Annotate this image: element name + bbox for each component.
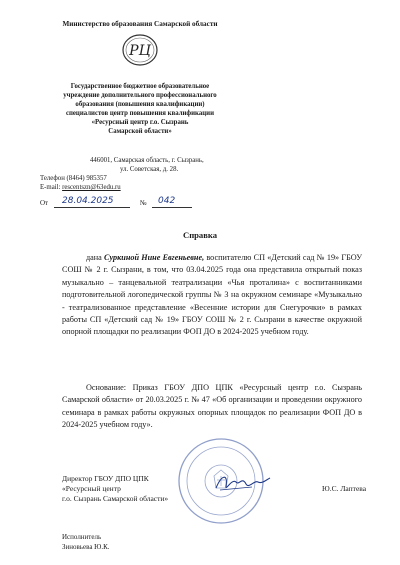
executor-name: Зиновьева Ю.К. [62, 543, 110, 551]
handwritten-signature [212, 470, 272, 496]
recipient-name: Суркиной Нине Евгеньевне, [104, 253, 205, 262]
signatory-title: г.о. Сызрань Самарской области» [62, 494, 169, 503]
organization-name [40, 82, 240, 136]
organization-logo [120, 30, 160, 70]
from-label: От [40, 199, 49, 207]
p1-text: воспитателю СП «Детский сад № 19» ГБОУ СОШ № 2 г. Сызрани, в том, что 03.04.2025 года она представила открытый показ музыкально – танцевальной театрализации «Чья проталина» с воспитанниками подготовительной логопедической группы № 3 на окружном семинаре «Музыкально - театрализованное представление «Весенние истории для Снегурочки» в рамках работы СП «Детский сад № 19» ГБОУ СОШ № 2 г. Сызрани в качестве окружной опорной площадки по реализации ФОП ДО в 2024-2025 учебном году. [62, 253, 362, 337]
document-number: 042 [158, 196, 176, 206]
email-link[interactable]: rescentszn@63edu.ru [62, 184, 121, 191]
email-row [40, 183, 240, 192]
org-line: «Ресурсный центр г.о. Сызрань [91, 119, 189, 126]
org-line: Самарской области» [108, 128, 172, 135]
address-line: ул. Советская, д. 28. [120, 166, 179, 173]
logo-text: РЦ [129, 43, 151, 59]
number-label: № [140, 199, 147, 207]
p1-lead: дана [86, 253, 105, 262]
executor-block [62, 532, 110, 552]
document-date: 28.04.2025 [62, 196, 114, 206]
org-line: Государственное бюджетное образовательное [70, 83, 210, 90]
body-paragraph-1 [62, 252, 362, 339]
signatory-title: «Ресурсный центр [62, 484, 121, 493]
document-title: Справка [183, 230, 217, 240]
date-underline [54, 207, 130, 208]
email-label: E-mail: [40, 184, 61, 191]
body-paragraph-2: Основание: Приказ ГБОУ ДПО ЦПК «Ресурсный центр г.о. Сызрань Самарской области» от 20.03.2025 г. № 47 «Об организации и проведении окружного семинара в рамках работы окружных опорных площадок по реализации ФОП ДО в 2024-2025 учебном году». [62, 383, 362, 430]
address-line: 446001, Самарская область, г. Сызрань, [90, 157, 204, 164]
signature-block [62, 474, 168, 504]
org-line: специалистов центр повышения квалификации [65, 110, 215, 117]
address-block [40, 156, 240, 192]
number-underline [152, 207, 192, 208]
signatory-title: Директор ГБОУ ДПО ЦПК [62, 474, 149, 483]
executor-label: Исполнитель [62, 533, 102, 541]
phone: Телефон (8464) 985357 [40, 175, 107, 182]
signatory-name: Ю.С. Лаптева [322, 484, 367, 493]
org-line: образования (повышения квалификации) [75, 101, 205, 108]
ministry-name: Министерство образования Самарской области [62, 20, 218, 28]
org-line: учреждение дополнительного профессионального [63, 92, 217, 99]
